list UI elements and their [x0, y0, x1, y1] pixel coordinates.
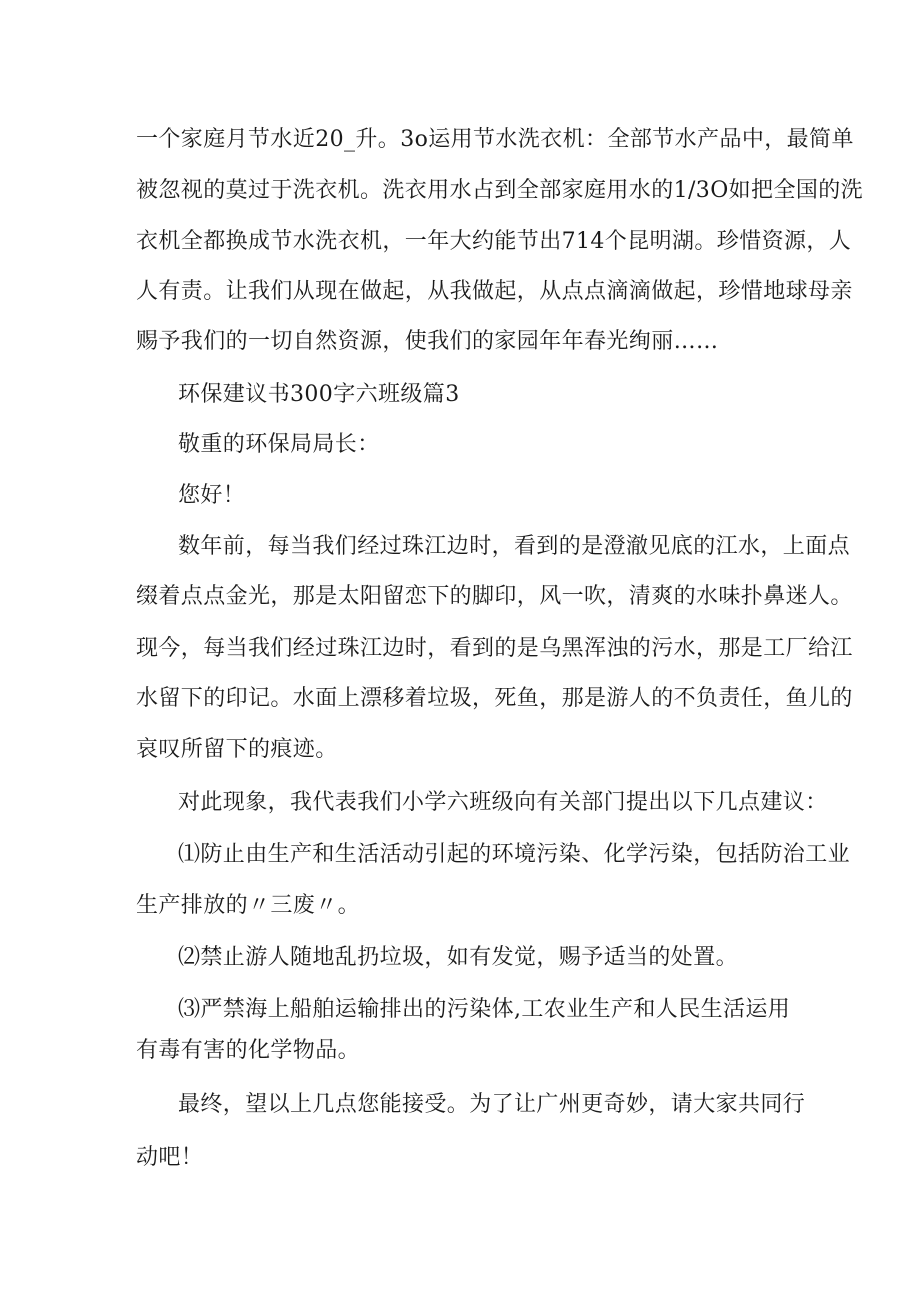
text-line-1: 一个家庭月节水近20_升。3o运用节水洗衣机：全部节水产品中，最简单	[136, 127, 854, 152]
paragraph-line: 缀着点点金光，那是太阳留恋下的脚印，风一吹，清爽的水味扑鼻迷人。	[136, 584, 853, 609]
salutation: 敬重的环保局局长：	[178, 432, 380, 457]
greeting: 您好！	[178, 483, 246, 508]
paragraph-line: 水留下的印记。水面上漂移着垃圾，死鱼，那是游人的不负责任，鱼儿的	[136, 686, 853, 711]
section-heading: 环保建议书300字六班级篇3	[178, 382, 460, 407]
suggestion-1-continued: 生产排放的〃三废〃。	[136, 893, 361, 918]
text-line-4: 人有责。让我们从现在做起，从我做起，从点点滴滴做起，珍惜地球母亲	[136, 279, 853, 304]
text-line-3: 衣机全都换成节水洗衣机，一年大约能节出714个昆明湖。珍惜资源，人	[136, 229, 852, 254]
paragraph-line: 现今，每当我们经过珠江边时，看到的是乌黑浑浊的污水，那是工厂给江	[136, 636, 853, 661]
text-line-2: 被忽视的莫过于洗衣机。洗衣用水占到全部家庭用水的1/3O如把全国的洗	[136, 178, 864, 203]
text-line-5: 赐予我们的一切自然资源，使我们的家园年年春光绚丽……	[136, 329, 719, 354]
suggestion-2: ⑵禁止游人随地乱扔垃圾，如有发觉，赐予适当的处置。	[178, 945, 739, 970]
closing-line-continued: 动吧！	[136, 1145, 204, 1170]
paragraph-line: 数年前，每当我们经过珠江边时，看到的是澄澈见底的江水，上面点	[178, 534, 851, 559]
suggestion-3: ⑶严禁海上船舶运输排出的污染体,工农业生产和人民生活运用	[178, 997, 791, 1022]
paragraph-line: 对此现象，我代表我们小学六班级向有关部门提出以下几点建议：	[178, 790, 828, 815]
suggestion-1: ⑴防止由生产和生活活动引起的环境污染、化学污染，包括防治工业	[178, 842, 851, 867]
suggestion-3-continued: 有毒有害的化学物品。	[136, 1038, 361, 1063]
closing-line: 最终，望以上几点您能接受。为了让广州更奇妙，请大家共同行	[178, 1092, 806, 1117]
paragraph-line: 哀叹所留下的痕迹。	[136, 737, 338, 762]
